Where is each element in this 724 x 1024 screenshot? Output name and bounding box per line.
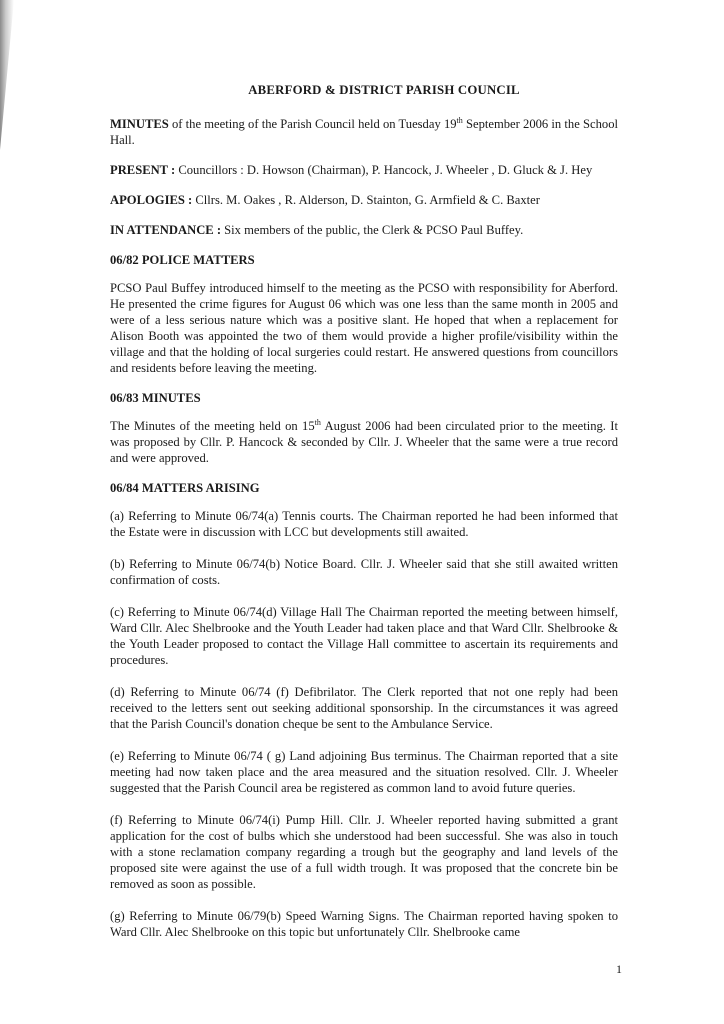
present-text: Councillors : D. Howson (Chairman), P. Hancock, J. Wheeler , D. Gluck & J. Hey	[175, 163, 593, 177]
scan-shadow	[0, 0, 14, 150]
minutes-sup: th	[456, 115, 463, 125]
minutes-heading: 06/83 MINUTES	[110, 391, 201, 405]
minutes-para-a: The Minutes of the meeting held on 15	[110, 419, 315, 433]
police-heading: 06/82 POLICE MATTERS	[110, 253, 255, 267]
minutes-label: MINUTES	[110, 117, 169, 131]
attendance-line	[110, 222, 618, 238]
page-number: 1	[616, 962, 622, 976]
present-label: PRESENT :	[110, 163, 176, 177]
apologies-label: APOLOGIES :	[110, 193, 193, 207]
matters-heading: 06/84 MATTERS ARISING	[110, 481, 260, 495]
minutes-text-b: September 2006 in the School Hall.	[110, 117, 618, 147]
matters-item-d: (d) Referring to Minute 06/74 (f) Defibrilator. The Clerk reported that not one reply had been received to the letters sent out seeking additional sponsorship. In the circumstances it was agreed that the Parish Council's donation cheque be sent to the Ambulance Service.	[110, 685, 618, 731]
matters-item-b: (b) Referring to Minute 06/74(b) Notice Board. Cllr. J. Wheeler said that she still awaited written confirmation of costs.	[110, 557, 618, 587]
apologies-text: Cllrs. M. Oakes , R. Alderson, D. Stainton, G. Armfield & C. Baxter	[192, 193, 540, 207]
matters-item-g: (g) Referring to Minute 06/79(b) Speed Warning Signs. The Chairman reported having spoken to Ward Cllr. Alec Shelbrooke on this topic but unfortunately Cllr. Shelbrooke came	[110, 909, 618, 939]
matters-item-a: (a) Referring to Minute 06/74(a) Tennis courts. The Chairman reported he had been informed that the Estate were in discussion with LCC but developments still awaited.	[110, 509, 618, 539]
attendance-label: IN ATTENDANCE :	[110, 223, 222, 237]
minutes-document	[110, 82, 618, 956]
police-paragraph: PCSO Paul Buffey introduced himself to the meeting as the PCSO with responsibility for Aberford. He presented the crime figures for August 06 which was one less than the same month in 2005 and were of a less serious nature which was a positive slant. He hoped that when a replacement for Alison Booth was appointed the two of them would provide a higher profile/visibility within the village and that the holding of local surgeries could restart. He answered questions from councillors and residents before leaving the meeting.	[110, 281, 618, 375]
matters-item-c: (c) Referring to Minute 06/74(d) Village Hall The Chairman reported the meeting between himself, Ward Cllr. Alec Shelbrooke and the Youth Leader had taken place and that Ward Cllr. Shelbrooke & the Youth Leader proposed to contact the Village Hall committee to ascertain its requirements and procedures.	[110, 605, 618, 667]
minutes-text-a: of the meeting of the Parish Council held on Tuesday 19	[168, 117, 457, 131]
minutes-intro	[110, 116, 618, 148]
minutes-para-b: August 2006 had been circulated prior to the meeting. It was proposed by Cllr. P. Hancock & seconded by Cllr. J. Wheeler that the same were a true record and were approved.	[110, 419, 618, 465]
matters-item-f: (f) Referring to Minute 06/74(i) Pump Hill. Cllr. J. Wheeler reported having submitted a grant application for the cost of bulbs which she understood had been successful. She was also in touch with a stone reclamation company regarding a trough but the geography and land levels of the proposed site were against the use of a full width trough. It was proposed that the concrete bin be removed as soon as possible.	[110, 813, 618, 891]
minutes-paragraph	[110, 418, 618, 466]
council-title: ABERFORD & DISTRICT PARISH COUNCIL	[248, 83, 520, 97]
minutes-para-sup: th	[314, 417, 321, 427]
present-line	[110, 162, 618, 178]
matters-item-e: (e) Referring to Minute 06/74 ( g) Land adjoining Bus terminus. The Chairman reported that a site meeting had now taken place and the area measured and the situation resolved. Cllr. J. Wheeler suggested that the Parish Council area be registered as common land to avoid future queries.	[110, 749, 618, 795]
attendance-text: Six members of the public, the Clerk & PCSO Paul Buffey.	[221, 223, 524, 237]
apologies-line	[110, 192, 618, 208]
